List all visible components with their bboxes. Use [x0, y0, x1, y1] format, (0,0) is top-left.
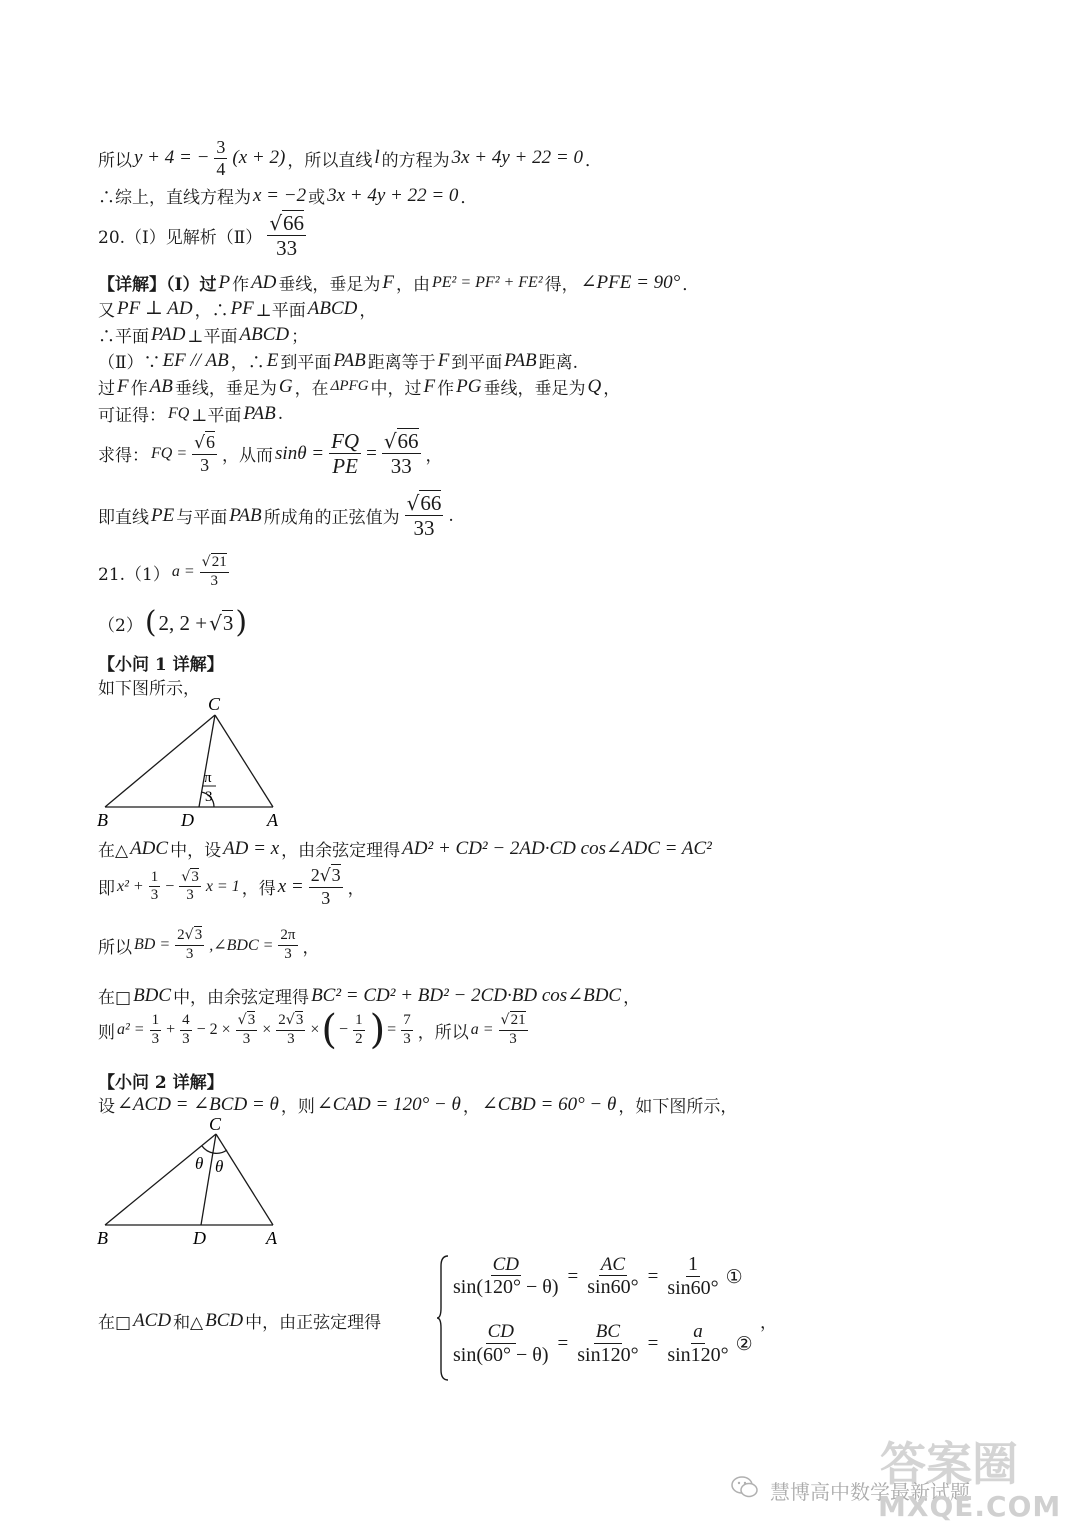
- radicand: 21: [211, 554, 227, 570]
- watermark-url: MXQE.COM: [878, 1490, 1062, 1523]
- triangle-figure-1: [95, 695, 295, 830]
- fraction: [175, 928, 204, 963]
- text: ，如下图所示，: [618, 1097, 738, 1117]
- math: PF: [230, 297, 254, 319]
- q21-step-4: [98, 983, 640, 1008]
- math: 2, 2 +: [158, 610, 208, 635]
- q21-step-7: [98, 1308, 381, 1333]
- frac-num: CD: [487, 1321, 514, 1342]
- radicand: 6: [206, 431, 216, 452]
- frac-den: 3: [321, 887, 331, 908]
- math: FQ =: [151, 444, 188, 462]
- text: ，由余弦定理得: [281, 841, 401, 861]
- frac-den: sin(60° − θ): [453, 1343, 549, 1366]
- frac-num: [236, 1013, 258, 1031]
- math: PAD: [151, 323, 186, 345]
- text: 在△: [98, 841, 129, 861]
- coef: 2: [310, 865, 320, 885]
- text: 在□: [98, 988, 132, 1008]
- frac-den: 3: [150, 887, 159, 904]
- frac-den: 3: [186, 887, 194, 904]
- q21-sub1-intro: 如下图所示，: [98, 679, 200, 699]
- math: −: [339, 1021, 349, 1038]
- math: (x + 2): [232, 147, 286, 169]
- q20-answer-line: [98, 212, 309, 259]
- math: PG: [456, 375, 482, 397]
- equals-sign: =: [647, 1265, 659, 1287]
- fraction: [149, 870, 161, 905]
- fraction: [309, 866, 343, 908]
- frac-num: 1: [353, 1013, 365, 1031]
- text: 垂线，垂足为: [483, 379, 586, 399]
- label-A: A: [266, 1228, 277, 1248]
- radicand: 66: [420, 491, 442, 515]
- text: ⊥平面: [255, 301, 306, 321]
- text: ；: [291, 327, 309, 347]
- q21-sub2-title: 【小问 2 详解】: [98, 1073, 224, 1093]
- text: 则: [98, 1022, 115, 1043]
- math: P: [218, 271, 231, 293]
- fraction: [451, 1255, 561, 1299]
- text: ，: [623, 988, 641, 1008]
- math: 3x + 4y + 22 = 0: [327, 184, 459, 206]
- q21-answer-2: [98, 605, 248, 640]
- text: 距离.: [538, 353, 579, 373]
- equation-1: [448, 1254, 743, 1299]
- fraction: [180, 1013, 192, 1048]
- label-B: B: [97, 810, 108, 830]
- watermark-text: 慧博高中数学最新试题: [770, 1480, 970, 1504]
- q20-detail-8: [98, 492, 454, 539]
- radicand: 21: [510, 1011, 526, 1028]
- theta-label-1: θ: [195, 1154, 204, 1173]
- side-CA: [216, 1134, 273, 1225]
- math: F: [437, 349, 450, 371]
- math: BC² = CD² + BD² − 2CD·BD cos∠BDC: [311, 985, 622, 1006]
- text: 垂线，垂足为: [174, 379, 277, 399]
- math: E: [266, 349, 279, 371]
- side-CA: [215, 715, 273, 807]
- frac-num: [179, 870, 201, 888]
- frac-num: 2π: [278, 928, 297, 946]
- text: 所以: [98, 150, 132, 171]
- sqrt-icon: √: [269, 211, 283, 235]
- radicand: 3: [295, 1011, 304, 1028]
- math: PE² = PF² + FE²: [432, 273, 543, 291]
- math: AD² + CD² − 2AD·CD cos∠ADC = AC²: [402, 838, 712, 859]
- frac-num: 1: [687, 1253, 698, 1275]
- q20-detail-5: [98, 374, 620, 399]
- math: PAB: [243, 402, 276, 424]
- text: 距离等于: [367, 353, 436, 373]
- fraction: [405, 492, 444, 539]
- math: ABCD: [239, 323, 290, 345]
- frac-num: [175, 928, 204, 946]
- watermark: [730, 1428, 1070, 1523]
- frac-den: 33: [276, 236, 298, 261]
- text: ，所以: [417, 1022, 469, 1043]
- text: 中，由余弦定理得: [173, 988, 310, 1008]
- sqrt-icon: √: [237, 1011, 247, 1028]
- angle-num: π: [204, 770, 212, 786]
- text: 过: [98, 379, 115, 399]
- side-BC: [105, 715, 215, 807]
- text: 在□: [98, 1313, 132, 1333]
- text: .: [448, 505, 454, 526]
- text: ．: [460, 188, 478, 208]
- radicand: 66: [283, 211, 305, 235]
- frac-den: 3: [151, 1030, 160, 1047]
- triangle-figure-2: [95, 1112, 295, 1252]
- coef: 2: [177, 927, 185, 943]
- text: 作: [437, 379, 455, 399]
- math: PAB: [333, 349, 366, 371]
- math: +: [166, 1021, 176, 1038]
- fraction: [329, 430, 361, 477]
- math: AD = x: [223, 837, 280, 859]
- text: 求得：: [98, 446, 149, 467]
- q21-answer-1: [98, 555, 232, 590]
- text: ．: [584, 150, 602, 171]
- q20-detail-3: [98, 322, 308, 347]
- frac-num: a: [693, 1321, 703, 1342]
- fraction: [451, 1322, 551, 1366]
- text: ，由: [396, 275, 430, 295]
- math: ACD: [133, 1309, 172, 1331]
- frac-num: CD: [492, 1253, 519, 1275]
- math: x² +: [117, 877, 144, 895]
- text: 到平面: [280, 353, 332, 373]
- math: AB: [149, 375, 173, 397]
- frac-den: sin120°: [577, 1343, 639, 1366]
- sqrt-icon: √: [181, 868, 191, 885]
- math: F: [382, 271, 394, 293]
- text: 到平面: [451, 353, 503, 373]
- system-trailing-comma: ，: [760, 1313, 777, 1333]
- frac-den: 3: [200, 454, 210, 475]
- math: BCD: [205, 1309, 244, 1331]
- math: ADC: [130, 837, 169, 859]
- fraction: [353, 1013, 365, 1048]
- math: ∠CAD = 120° − θ: [316, 1094, 461, 1115]
- text: 21.（1）: [98, 564, 170, 585]
- math: ∠CBD = 60° − θ: [481, 1094, 617, 1115]
- math: x = −2: [253, 184, 307, 206]
- text: ，: [347, 879, 365, 900]
- text: ，则: [280, 1097, 315, 1117]
- q21-step-2: [98, 866, 365, 908]
- angle-arc: [202, 1146, 227, 1153]
- radicand: 66: [397, 429, 419, 453]
- circle-mark: ②: [735, 1332, 753, 1355]
- text: 和△: [173, 1313, 204, 1333]
- frac-den: 3: [284, 945, 292, 962]
- label-D: D: [193, 1228, 206, 1248]
- text: 所成角的正弦值为: [263, 508, 400, 529]
- text: 中，由正弦定理得: [245, 1313, 382, 1333]
- text: 或: [308, 188, 326, 208]
- fraction: [150, 1013, 162, 1048]
- math: x =: [277, 875, 304, 897]
- q21-step-3: [98, 928, 320, 963]
- frac-den: 3: [403, 1030, 411, 1047]
- text: 设: [98, 1097, 115, 1117]
- math: a =: [171, 563, 195, 581]
- math: =: [387, 1021, 397, 1038]
- frac-den: sin60°: [667, 1277, 719, 1299]
- math: 3x + 4y + 22 = 0: [451, 147, 583, 169]
- frac-den: sin60°: [587, 1276, 639, 1299]
- frac-den: sin(120° − θ): [453, 1276, 559, 1299]
- fraction: [665, 1254, 720, 1299]
- frac-num: [499, 1013, 528, 1031]
- fraction: [179, 870, 201, 905]
- text: ，: [603, 379, 621, 399]
- math: ,∠BDC =: [209, 937, 274, 955]
- q20-detail-2: [98, 296, 376, 321]
- text: 20.（Ⅰ）见解析（Ⅱ）: [98, 228, 263, 249]
- math: sinθ =: [275, 442, 325, 464]
- frac-den: 3: [287, 1030, 295, 1047]
- fraction: [499, 1013, 528, 1048]
- text: ，: [302, 937, 320, 958]
- text: ，得: [241, 879, 276, 900]
- math: F: [117, 375, 129, 397]
- frac-num: [267, 212, 306, 236]
- right-paren-icon: ): [235, 605, 248, 640]
- solution-line-1: [98, 138, 602, 179]
- frac-num: FQ: [331, 429, 360, 453]
- label-B: B: [97, 1228, 108, 1248]
- fraction: [236, 1013, 258, 1048]
- label-D: D: [181, 810, 194, 830]
- frac-num: 4: [180, 1013, 192, 1031]
- frac-den: 33: [413, 516, 435, 541]
- fraction: [267, 212, 306, 259]
- frac-den: sin120°: [667, 1343, 729, 1366]
- math: PE: [151, 504, 175, 526]
- frac-num: [309, 866, 343, 888]
- radicand: 3: [191, 868, 199, 885]
- circle-mark: ①: [725, 1265, 743, 1288]
- math: AD: [251, 271, 277, 293]
- text: 所以: [98, 937, 132, 958]
- side-BC: [105, 1134, 216, 1225]
- math: BDC: [133, 984, 172, 1006]
- math: BD =: [134, 936, 171, 954]
- sqrt-icon: √: [194, 432, 206, 453]
- equals-sign: =: [557, 1332, 569, 1354]
- sqrt-icon: √: [319, 866, 331, 886]
- math: G: [278, 375, 293, 397]
- frac-den: 2: [355, 1030, 363, 1047]
- equation-2: [448, 1322, 753, 1366]
- equals-sign: =: [567, 1265, 579, 1287]
- q21-sub1-title: 【小问 1 详解】: [98, 655, 224, 675]
- math: −: [165, 877, 175, 895]
- math: − 2 ×: [196, 1021, 231, 1038]
- math: =: [366, 442, 377, 464]
- text: ，∴: [230, 353, 265, 373]
- math: ×: [310, 1021, 320, 1038]
- text: 又: [98, 301, 115, 321]
- wechat-icon: [730, 1474, 760, 1500]
- fraction: [214, 138, 227, 179]
- text: 作: [130, 379, 148, 399]
- frac-num: 1: [149, 870, 161, 888]
- equals-sign: =: [647, 1332, 659, 1354]
- frac-den: 3: [509, 1030, 517, 1047]
- math: ∠PFE = 90°: [580, 272, 681, 293]
- math: PF ⊥ AD: [117, 298, 193, 319]
- math: ×: [262, 1021, 272, 1038]
- math: y + 4 = −: [134, 147, 210, 169]
- text: 中，过: [370, 379, 422, 399]
- frac-num: 7: [401, 1013, 413, 1031]
- fraction: [192, 433, 217, 475]
- frac-den: 3: [210, 572, 218, 589]
- text: ．: [682, 275, 700, 295]
- text: ，所以直线: [287, 150, 373, 171]
- frac-den: 3: [185, 945, 194, 962]
- frac-num: [192, 433, 217, 455]
- q20-detail-7: [98, 430, 443, 477]
- q20-detail-6: [98, 401, 283, 426]
- text: 可证得：: [98, 406, 166, 426]
- text: 作: [232, 275, 250, 295]
- text: 即: [98, 879, 115, 900]
- frac-den: 3: [242, 1030, 251, 1047]
- text: ⊥平面: [191, 406, 242, 426]
- text: ，: [425, 446, 443, 467]
- frac-num: [276, 1013, 305, 1031]
- q20-detail-1: [98, 270, 699, 295]
- text: ，: [462, 1097, 480, 1117]
- frac-num: AC: [600, 1253, 626, 1275]
- math: F: [423, 375, 436, 397]
- left-paren-icon: (: [321, 1007, 338, 1053]
- frac-den: PE: [332, 454, 358, 479]
- sqrt-expr: [209, 611, 233, 636]
- text: 中，设: [170, 841, 222, 861]
- label-A: A: [267, 810, 278, 830]
- text: ∴综上，直线方程为: [98, 188, 251, 208]
- q20-detail-4: [98, 348, 578, 373]
- radicand: 3: [247, 1011, 256, 1028]
- math: l: [374, 147, 380, 169]
- text: ，从而: [222, 446, 274, 467]
- text: ，: [359, 301, 377, 321]
- math: Q: [587, 375, 602, 397]
- sqrt-icon: √: [201, 554, 211, 570]
- frac-num: [405, 492, 444, 516]
- sqrt-icon: √: [383, 429, 397, 453]
- radicand: 3: [194, 927, 203, 943]
- math: x = 1: [205, 877, 240, 895]
- text: （Ⅱ）∵: [98, 353, 161, 373]
- text: ，在: [294, 379, 329, 399]
- frac-num: BC: [595, 1321, 621, 1342]
- math: FQ: [168, 404, 190, 422]
- frac-num: 1: [150, 1013, 162, 1031]
- left-paren-icon: (: [144, 605, 157, 640]
- text: 垂线，垂足为: [278, 275, 381, 295]
- label-C: C: [208, 695, 221, 714]
- math: a =: [470, 1021, 494, 1038]
- text: 即直线: [98, 508, 149, 529]
- frac-num: [200, 555, 229, 573]
- text: 【详解】（Ⅰ）过: [98, 275, 217, 295]
- math: PAB: [229, 504, 262, 526]
- right-paren-icon: ): [369, 1007, 386, 1053]
- math: a² =: [117, 1021, 145, 1038]
- fraction: [200, 555, 229, 590]
- sqrt-icon: √: [209, 610, 222, 635]
- math: PAB: [504, 349, 537, 371]
- text: 与平面: [176, 508, 228, 529]
- text: .: [277, 403, 284, 424]
- math: ABCD: [307, 297, 358, 319]
- text: 得，: [544, 275, 579, 295]
- sqrt-icon: √: [184, 927, 194, 943]
- fraction: [276, 1013, 305, 1048]
- text: 的方程为: [381, 150, 450, 171]
- watermark-logo: 答案圈: [880, 1437, 1018, 1491]
- label-C: C: [209, 1114, 222, 1134]
- fraction: [575, 1322, 640, 1366]
- coef: 2: [278, 1011, 286, 1028]
- radicand: 3: [331, 865, 341, 885]
- math: EF // AB: [162, 349, 229, 371]
- fraction: [401, 1013, 413, 1048]
- text: （2）: [98, 615, 143, 636]
- frac-num: 3: [216, 137, 226, 157]
- fraction: [585, 1255, 640, 1299]
- fraction: [278, 928, 297, 963]
- sqrt-icon: √: [406, 491, 420, 515]
- q21-step-1: [98, 836, 712, 861]
- solution-line-2: [98, 183, 477, 208]
- math: ∠ACD = ∠BCD = θ: [117, 1094, 279, 1115]
- angle-den: 3: [205, 789, 213, 805]
- sqrt-icon: √: [500, 1011, 510, 1028]
- frac-den: 3: [182, 1030, 190, 1047]
- frac-den: 4: [216, 158, 226, 179]
- frac-den: 33: [390, 454, 412, 479]
- text: ∴平面: [98, 327, 149, 347]
- theta-label-2: θ: [215, 1157, 224, 1176]
- math: ΔPFG: [330, 378, 369, 394]
- fraction: [665, 1322, 730, 1366]
- radicand: 3: [222, 610, 234, 635]
- q21-step-5: [98, 1007, 531, 1053]
- text: ，∴: [194, 301, 229, 321]
- fraction: [382, 430, 421, 477]
- frac-num: [382, 430, 421, 454]
- sqrt-icon: √: [285, 1011, 295, 1028]
- text: ⊥平面: [187, 327, 238, 347]
